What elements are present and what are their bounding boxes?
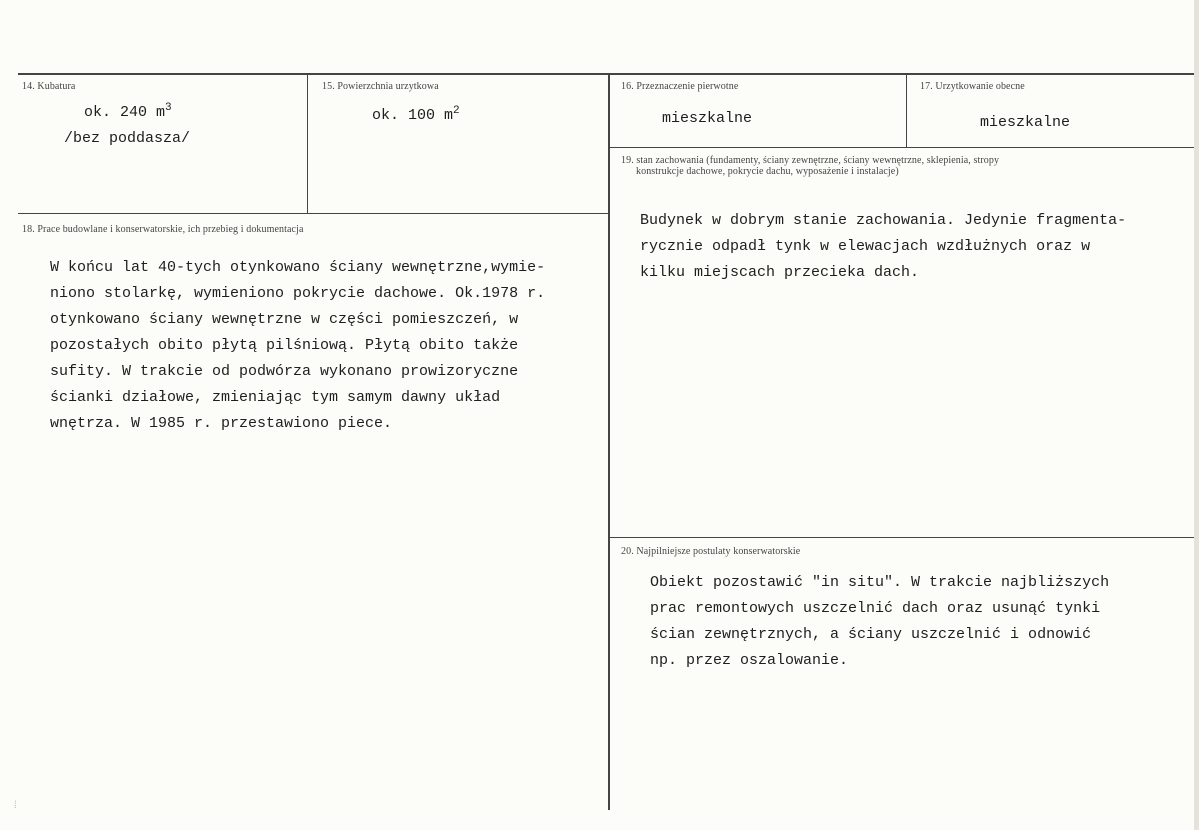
- section-18-line: niono stolarkę, wymieniono pokrycie dachowe. Ok.1978 r.: [50, 285, 546, 302]
- section-18-line: ścianki działowe, zmieniając tym samym dawny układ: [50, 389, 501, 406]
- section-18-line: pozostałych obito płytą pilśniową. Płytą obito także: [50, 337, 519, 354]
- section-16-value: mieszkalne: [662, 110, 753, 127]
- divider-16-17: [906, 75, 907, 147]
- rule-above-section-20: [610, 537, 1194, 538]
- section-20-line: ścian zewnętrznych, a ściany uszczelnić i odnowić: [650, 626, 1092, 643]
- section-18-line: sufity. W trakcie od podwórza wykonano prowizoryczne: [50, 363, 519, 380]
- section-14-value: [84, 100, 172, 126]
- section-18-line: W końcu lat 40-tych otynkowano ściany wewnętrzne,wymie-: [50, 259, 546, 276]
- section-18-line: wnętrza. W 1985 r. przestawiono piece.: [50, 415, 393, 432]
- section-18-text: [50, 255, 545, 437]
- section-19-label-line1: 19. stan zachowania (fundamenty, ściany zewnętrzne, ściany wewnętrzne, sklepienia, stropy: [621, 155, 1000, 166]
- rule-below-section-14: [18, 213, 608, 214]
- section-20-line: prac remontowych uszczelnić dach oraz usunąć tynki: [650, 600, 1101, 617]
- cubature-value: ok. 240 m: [84, 104, 166, 121]
- usable-area-unit-exponent: 2: [453, 105, 460, 117]
- section-19-line: rycznie odpadł tynk w elewacjach wzdłużnych oraz w: [640, 238, 1091, 255]
- section-20-line: Obiekt pozostawić "in situ". W trakcie najbliższych: [650, 574, 1110, 591]
- cubature-unit-exponent: 3: [165, 102, 172, 114]
- section-18-label: 18. Prace budowlane i konserwatorskie, ich przebieg i dokumentacja: [22, 224, 304, 235]
- section-20-text: [650, 570, 1109, 674]
- section-14-note: /bez poddasza/: [64, 130, 191, 147]
- top-rule: [18, 73, 1194, 75]
- card-edge: [1194, 0, 1199, 830]
- section-19-text: [640, 208, 1126, 286]
- section-19-label-line2: konstrukcje dachowe, pokrycie dachu, wyposażenie i instalacje): [636, 166, 899, 177]
- section-19-line: Budynek w dobrym stanie zachowania. Jedynie fragmenta-: [640, 212, 1127, 229]
- divider-center: [608, 75, 610, 810]
- section-18-line: otynkowano ściany wewnętrzne w części pomieszczeń, w: [50, 311, 519, 328]
- margin-pencil-mark: ⁞: [14, 800, 17, 811]
- section-17-value: mieszkalne: [980, 114, 1071, 131]
- section-14-label: 14. Kubatura: [22, 81, 76, 92]
- usable-area-value: ok. 100 m: [372, 107, 454, 124]
- section-15-label: 15. Powierzchnia urzytkowa: [322, 81, 439, 92]
- rule-below-section-16: [610, 147, 1194, 148]
- section-15-value: [372, 103, 460, 129]
- section-16-label: 16. Przeznaczenie pierwotne: [621, 81, 739, 92]
- divider-14-15: [307, 75, 308, 213]
- section-20-label: 20. Najpilniejsze postulaty konserwatorskie: [621, 546, 801, 557]
- section-19-line: kilku miejscach przecieka dach.: [640, 264, 920, 281]
- section-17-label: 17. Urzytkowanie obecne: [920, 81, 1025, 92]
- section-20-line: np. przez oszalowanie.: [650, 652, 849, 669]
